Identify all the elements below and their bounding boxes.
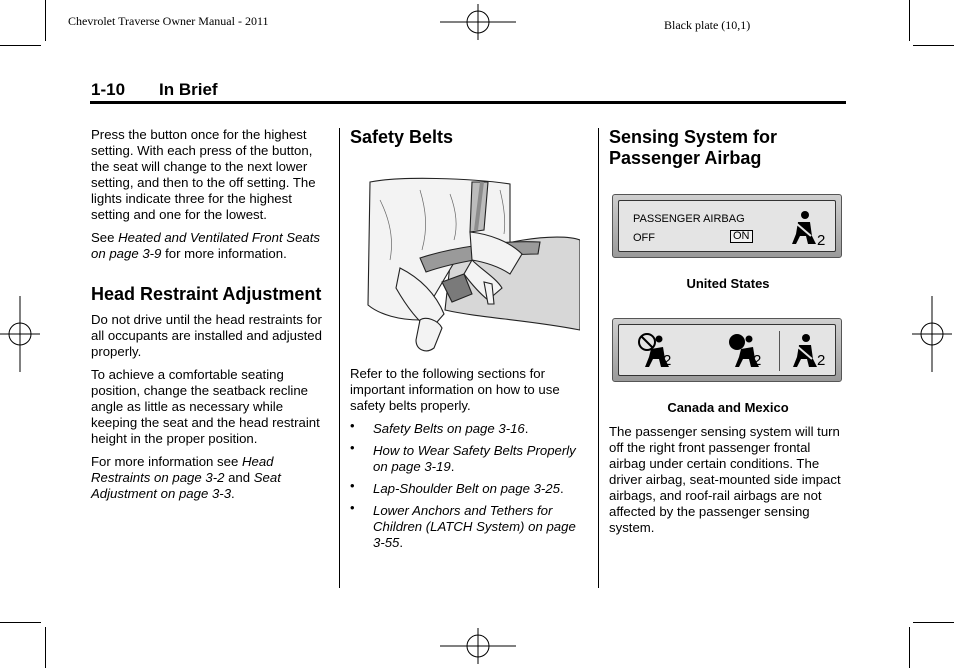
sensing-system-text [609, 424, 849, 543]
safety-belts-references [350, 418, 588, 551]
safety-belts-intro: Refer to the following sections for important information on how to use safety belts properly. [350, 366, 560, 413]
safety-belts-heading: Safety Belts [350, 127, 454, 147]
page-heading [91, 80, 218, 100]
head-restraint-position: To achieve a comfortable seating position, change the seatback recline angle as little as necessary while keeping the seat and the head restraint height in the proper position. [91, 367, 320, 446]
panel-divider [779, 331, 780, 371]
registration-mark-bottom [440, 628, 516, 664]
reference-link[interactable]: Lower Anchors and Tethers for Children (LATCH System) on page 3-55 [373, 503, 576, 550]
more-info-paragraph: For more information see Head Restraints on page 3-2 and Seat Adjustment on page 3-3. [91, 454, 281, 501]
caption-united-states: United States [686, 276, 770, 291]
off-indicator: OFF [633, 232, 655, 244]
list-item: • Safety Belts on page 3-16. [350, 418, 529, 436]
passenger-airbag-label: PASSENGER AIRBAG [633, 213, 745, 225]
column-divider-2 [598, 128, 599, 588]
reference-link[interactable]: Safety Belts on page 3-16 [373, 421, 525, 436]
us-airbag-status-panel [612, 194, 842, 258]
registration-mark-left [0, 296, 40, 372]
list-item: • How to Wear Safety Belts Properly on page 3-19. [350, 440, 576, 474]
seat-number: 2 [753, 352, 762, 369]
sensing-system-paragraph: The passenger sensing system will turn off the right front passenger frontal airbag under certain conditions. The driver airbag, seat-mounted side impact airbags, and roof-rail airbags are not affected by the passenger sensing system. [609, 424, 841, 535]
heated-seats-link[interactable]: Heated and Ventilated Front Seats on page 3-9 [91, 230, 320, 261]
list-item: • Lap-Shoulder Belt on page 3-25. [350, 478, 564, 496]
page-number: 1-10 [91, 80, 126, 99]
caption-canada-mexico: Canada and Mexico [667, 400, 789, 415]
heading-rule [90, 101, 846, 104]
head-restraint-warning: Do not drive until the head restraints for all occupants are installed and adjusted properly. [91, 312, 322, 359]
manual-title: Chevrolet Traverse Owner Manual - 2011 [68, 14, 269, 28]
sensing-system-heading: Sensing System for Passenger Airbag [609, 127, 778, 168]
head-restraint-heading: Head Restraint Adjustment [91, 284, 322, 304]
seat-number: 2 [817, 232, 826, 249]
canada-airbag-status-panel [612, 318, 842, 382]
head-restraints-link[interactable]: Head Restraints on page 3-2 [91, 454, 274, 485]
seat-setting-paragraph: Press the button once for the highest setting. With each press of the button, the seat will change to the next lower setting, and then to the off setting. The lights indicate three for the highest setting and one for the lowest. [91, 127, 316, 222]
seat-adjustment-link[interactable]: Seat Adjustment on page 3-3 [91, 470, 281, 501]
column-divider-1 [339, 128, 340, 588]
reference-link[interactable]: Lap-Shoulder Belt on page 3-25 [373, 481, 560, 496]
see-also-paragraph: See Heated and Ventilated Front Seats on page 3-9 for more information. [91, 230, 320, 261]
registration-mark-top [440, 4, 516, 40]
reference-link[interactable]: How to Wear Safety Belts Properly on page 3-19 [373, 443, 576, 474]
column-2 [350, 127, 588, 155]
safety-belts-text [350, 366, 588, 557]
column-3 [609, 127, 849, 176]
list-item: • Lower Anchors and Tethers for Children (LATCH System) on page 3-55. [350, 500, 576, 550]
plate-label: Black plate (10,1) [664, 18, 751, 32]
registration-mark-right [912, 296, 952, 372]
on-indicator: ON [730, 230, 753, 243]
seat-number: 2 [663, 352, 672, 369]
section-title: In Brief [159, 80, 218, 99]
column-1 [91, 127, 329, 509]
safety-belt-illustration [360, 170, 580, 358]
seat-number: 2 [817, 352, 826, 369]
